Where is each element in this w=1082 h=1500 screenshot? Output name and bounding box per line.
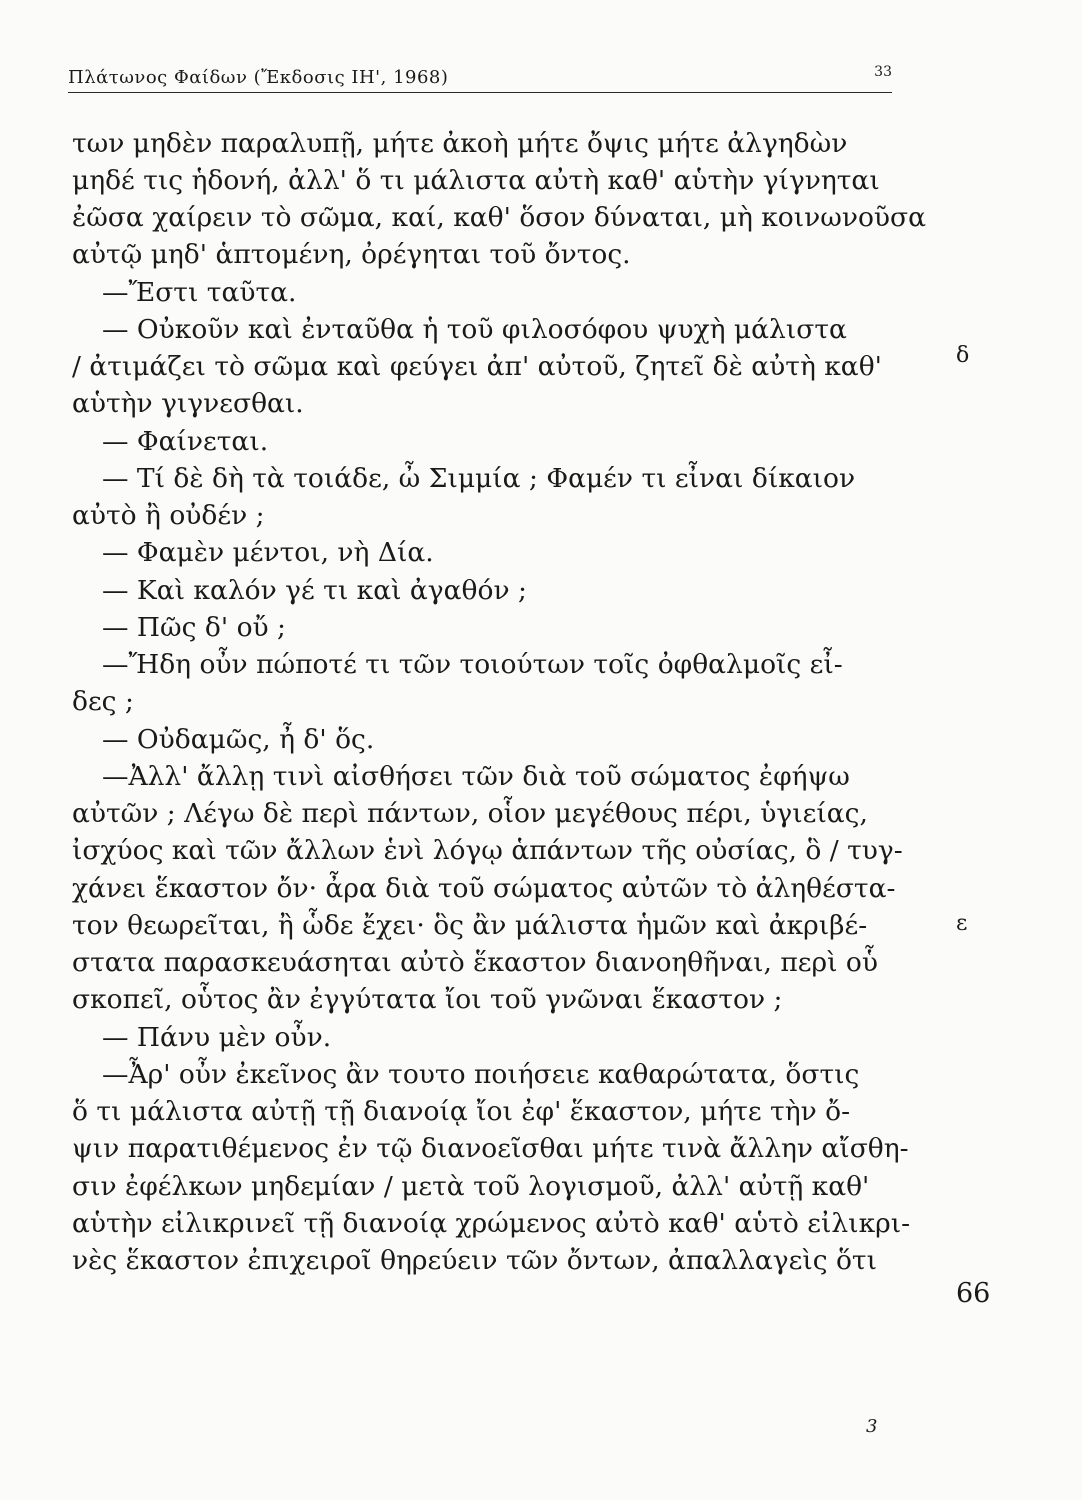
dialogue-line: — Πάνυ μὲν οὖν.: [102, 1022, 332, 1053]
text-line: ὅ τι μάλιστα αὐτῇ τῇ διανοίᾳ ἴοι ἐφ' ἕκαστον, μήτε τὴν ὄ-: [72, 1096, 851, 1127]
dialogue-line: —Ἔστι ταῦτα.: [102, 277, 297, 308]
text-line: αὐτῶν ; Λέγω δὲ περὶ πάντων, οἷον μεγέθους πέρι, ὑγιείας,: [72, 798, 868, 829]
dialogue-line: — Καὶ καλόν γέ τι καὶ ἀγαθόν ;: [102, 575, 527, 606]
text-line: των μηδὲν παραλυπῇ, μήτε ἀκοὴ μήτε ὄψις μήτε ἀλγηδὼν: [72, 128, 848, 159]
text-line: μηδέ τις ἡδονή, ἀλλ' ὅ τι μάλιστα αὐτὴ καθ' αὑτὴν γίγνηται: [72, 165, 880, 196]
text-line: δες ;: [72, 686, 134, 717]
dialogue-line: — Πῶς δ' οὔ ;: [102, 612, 286, 643]
dialogue-line: —Ἀλλ' ἄλλῃ τινὶ αἰσθήσει τῶν διὰ τοῦ σώματος ἐφήψω: [102, 761, 850, 792]
dialogue-line: — Φαίνεται.: [102, 426, 269, 457]
dialogue-line: —Ἆρ' οὖν ἐκεῖνος ἂν τουτο ποιήσειε καθαρώτατα, ὅστις: [102, 1059, 860, 1090]
page-number: 33: [874, 64, 892, 80]
text-line: νὲς ἕκαστον ἐπιχειροῖ θηρεύειν τῶν ὄντων, ἀπαλλαγεὶς ὅτι: [72, 1245, 877, 1276]
text-line: ἐῶσα χαίρειν τὸ σῶμα, καί, καθ' ὅσον δύναται, μὴ κοινωνοῦσα: [72, 202, 927, 233]
margin-note-delta: δ: [956, 343, 970, 368]
dialogue-line: — Φαμὲν μέντοι, νὴ Δία.: [102, 537, 434, 568]
text-line: στατα παρασκευάσηται αὐτὸ ἕκαστον διανοηθῆναι, περὶ οὗ: [72, 947, 878, 978]
text-line: αὐτῷ μηδ' ἁπτομένη, ὀρέγηται τοῦ ὄντος.: [72, 239, 631, 270]
dialogue-line: — Οὐκοῦν καὶ ἐνταῦθα ἡ τοῦ φιλοσόφου ψυχὴ μάλιστα: [102, 314, 847, 345]
text-line: σκοπεῖ, οὗτος ἂν ἐγγύτατα ἴοι τοῦ γνῶναι ἕκαστον ;: [72, 984, 783, 1015]
running-head: Πλάτωνος Φαίδων (Ἔκδοσις ΙΗ', 1968): [68, 67, 449, 88]
text-line: ἰσχύος καὶ τῶν ἄλλων ἑνὶ λόγῳ ἁπάντων τῆς οὐσίας, ὃ / τυγ-: [72, 835, 903, 866]
page-header: [68, 62, 892, 93]
dialogue-line: — Οὐδαμῶς, ἦ δ' ὅς.: [102, 724, 375, 755]
margin-note-epsilon: ε: [956, 911, 968, 936]
text-line: αὑτὴν γιγνεσθαι.: [72, 388, 304, 419]
text-line: ψιν παρατιθέμενος ἐν τῷ διανοεῖσθαι μήτε τινὰ ἄλλην αἴσθη-: [72, 1133, 909, 1164]
text-line: χάνει ἕκαστον ὄν· ἆρα διὰ τοῦ σώματος αὐτῶν τὸ ἀληθέστα-: [72, 873, 896, 904]
dialogue-line: — Τί δὲ δὴ τὰ τοιάδε, ὦ Σιμμία ; Φαμέν τι εἶναι δίκαιον: [102, 463, 856, 494]
text-line: αὑτὴν εἰλικρινεῖ τῇ διανοίᾳ χρώμενος αὐτὸ καθ' αὑτὸ εἰλικρι-: [72, 1208, 911, 1239]
text-line: αὐτὸ ἢ οὐδέν ;: [72, 500, 265, 531]
signature-mark: 3: [866, 1416, 878, 1437]
margin-note-stephanus-66: 66: [956, 1278, 991, 1309]
text-line: / ἀτιμάζει τὸ σῶμα καὶ φεύγει ἀπ' αὐτοῦ, ζητεῖ δὲ αὐτὴ καθ': [72, 351, 882, 382]
text-line: σιν ἐφέλκων μηδεμίαν / μετὰ τοῦ λογισμοῦ, ἀλλ' αὐτῇ καθ': [72, 1171, 870, 1202]
dialogue-line: —Ἤδη οὖν πώποτέ τι τῶν τοιούτων τοῖς ὀφθαλμοῖς εἶ-: [102, 649, 843, 680]
text-line: τον θεωρεῖται, ἢ ὧδε ἔχει· ὃς ἂν μάλιστα ἡμῶν καὶ ἀκριβέ-: [72, 910, 868, 941]
